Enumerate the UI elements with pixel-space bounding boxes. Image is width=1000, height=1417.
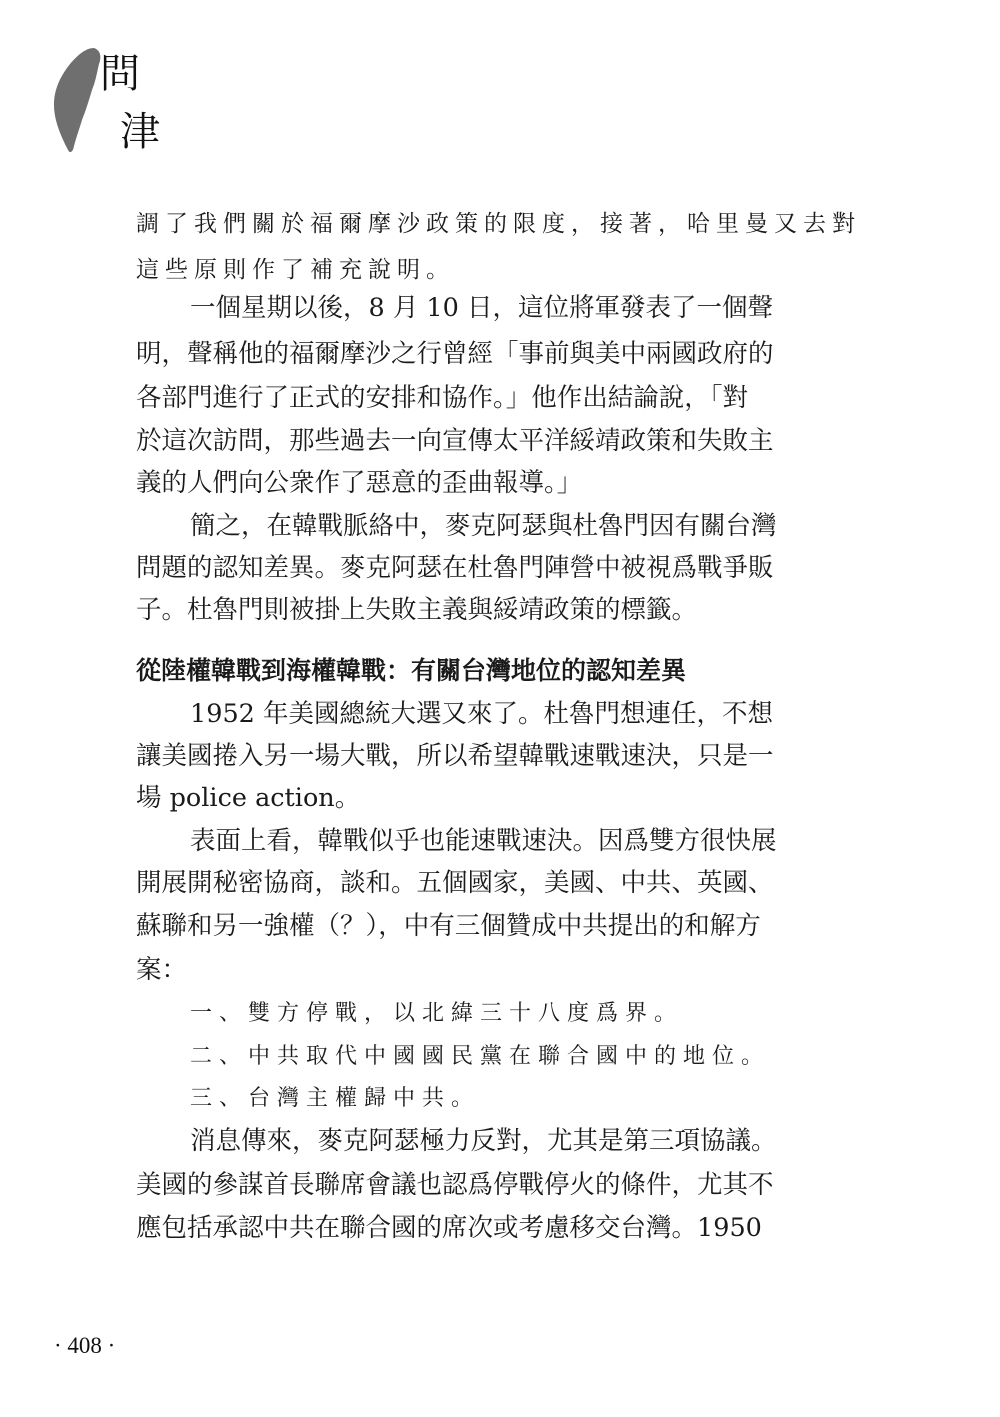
text-line: 讓美國捲入另一場大戰，所以希望韓戰速戰速決，只是一 <box>136 741 774 771</box>
list-item: 一、雙方停戰，以北緯三十八度爲界。 <box>190 1001 684 1026</box>
text-line: 美國的參謀首長聯席會議也認爲停戰停火的條件，尤其不 <box>136 1170 774 1200</box>
paragraph-start-line: 1952 年美國總統大選又來了。杜魯門想連任，不想 <box>190 699 774 729</box>
text-line: 這些原則作了補充說明。 <box>136 257 455 283</box>
header-title-char-1: 問 <box>100 51 140 97</box>
list-item: 二、中共取代中國國民黨在聯合國中的地位。 <box>190 1044 771 1069</box>
text-line: 蘇聯和另一強權（？），中有三個贊成中共提出的和解方 <box>136 911 761 941</box>
section-heading: 從陸權韓戰到海權韓戰：有關台灣地位的認知差異 <box>136 656 687 685</box>
text-line: 各部門進行了正式的安排和協作。」他作出結論說，「對 <box>136 383 749 413</box>
text-line: 問題的認知差異。麥克阿瑟在杜魯門陣營中被視爲戰爭販 <box>136 553 774 583</box>
text-line: 案： <box>136 955 188 985</box>
list-item: 三、台灣主權歸中共。 <box>190 1086 481 1111</box>
text-line: 義的人們向公衆作了惡意的歪曲報導。」 <box>136 468 583 498</box>
text-line: 子。杜魯門則被掛上失敗主義與綏靖政策的標籤。 <box>136 595 698 625</box>
text-line: 於這次訪問，那些過去一向宣傳太平洋綏靖政策和失敗主 <box>136 426 774 456</box>
text-line: 應包括承認中共在聯合國的席次或考慮移交台灣。1950 <box>136 1213 762 1243</box>
paragraph-start-line: 表面上看，韓戰似乎也能速戰速決。因爲雙方很快展 <box>190 826 777 856</box>
paragraph-start-line: 一個星期以後，8 月 10 日，這位將軍發表了一個聲 <box>190 293 773 323</box>
text-line: 調了我們關於福爾摩沙政策的限度，接著，哈里曼又去對 <box>136 211 861 237</box>
text-line: 明，聲稱他的福爾摩沙之行曾經「事前與美中兩國政府的 <box>136 339 774 369</box>
header-title-char-2: 津 <box>120 109 160 155</box>
text-line: 開展開秘密協商，談和。五個國家，美國、中共、英國、 <box>136 868 774 898</box>
paragraph-start-line: 消息傳來，麥克阿瑟極力反對，尤其是第三項協議。 <box>190 1126 777 1156</box>
text-line: 場 police action。 <box>136 783 361 813</box>
paragraph-start-line: 簡之，在韓戰脈絡中，麥克阿瑟與杜魯門因有關台灣 <box>190 511 777 541</box>
page-number: · 408 · <box>54 1333 116 1358</box>
